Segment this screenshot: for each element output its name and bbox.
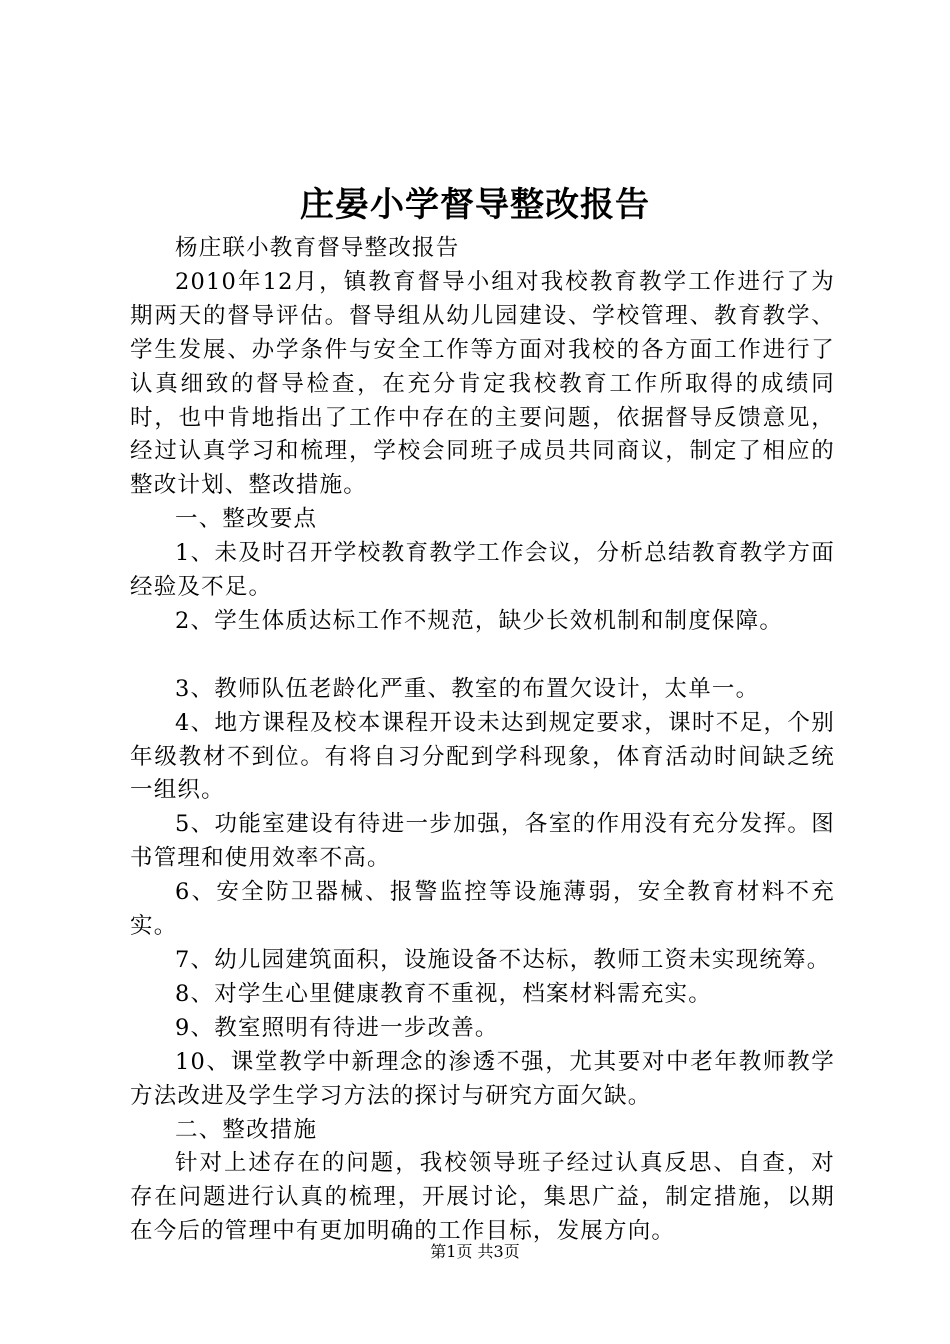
intro-paragraph: 2010年12月，镇教育督导小组对我校教育教学工作进行了为期两天的督导评估。督导组从幼儿园建设、学校管理、教育教学、学生发展、办学条件与安全工作等方面对我校的各方面工作进行了认真细致的督导检查，在充分肯定我校教育工作所取得的成绩同时，也中肯地指出了工作中存在的主要问题，依据督导反馈意见，经过认真学习和梳理，学校会同班子成员共同商议，制定了相应的整改计划、整改措施。: [130, 268, 835, 499]
blank-line: [130, 639, 835, 673]
subtitle-paragraph: 杨庄联小教育督导整改报告: [175, 235, 460, 261]
issue-item-1: 1、未及时召开学校教育教学工作会议，分析总结教育教学方面经验及不足。: [130, 540, 835, 601]
issue-item-5: 5、功能室建设有待进一步加强，各室的作用没有充分发挥。图书管理和使用效率不高。: [130, 811, 835, 872]
issue-item-8: 8、对学生心里健康教育不重视，档案材料需充实。: [175, 980, 712, 1007]
measures-paragraph: 针对上述存在的问题，我校领导班子经过认真反思、自查，对存在问题进行认真的梳理，开展讨论，集思广益，制定措施，以期在今后的管理中有更加明确的工作目标，发展方向。: [130, 1150, 835, 1245]
section-heading-measures: 二、整改措施: [175, 1116, 318, 1143]
issue-item-10: 10、课堂教学中新理念的渗透不强，尤其要对中老年教师教学方法改进及学生学习方法的探讨与研究方面欠缺。: [130, 1048, 835, 1109]
issue-item-6: 6、安全防卫器械、报警监控等设施薄弱，安全教育材料不充实。: [130, 879, 835, 940]
issue-item-3: 3、教师队伍老龄化严重、教室的布置欠设计，太单一。: [175, 675, 760, 702]
issue-item-9: 9、教室照明有待进一步改善。: [175, 1014, 499, 1041]
issue-item-4: 4、地方课程及校本课程开设未达到规定要求，课时不足，个别年级教材不到位。有将自习分配到学科现象，体育活动时间缺乏统一组织。: [130, 709, 835, 804]
section-heading-key-points: 一、整改要点: [175, 506, 318, 533]
issue-item-2: 2、学生体质达标工作不规范，缺少长效机制和制度保障。: [175, 607, 784, 634]
document-title: 庄晏小学督导整改报告: [300, 185, 650, 225]
page-footer: 第1页 共3页: [430, 1242, 520, 1261]
document-body: [130, 232, 835, 1249]
issue-item-7: 7、幼儿园建筑面积，设施设备不达标，教师工资未实现统筹。: [175, 947, 831, 974]
